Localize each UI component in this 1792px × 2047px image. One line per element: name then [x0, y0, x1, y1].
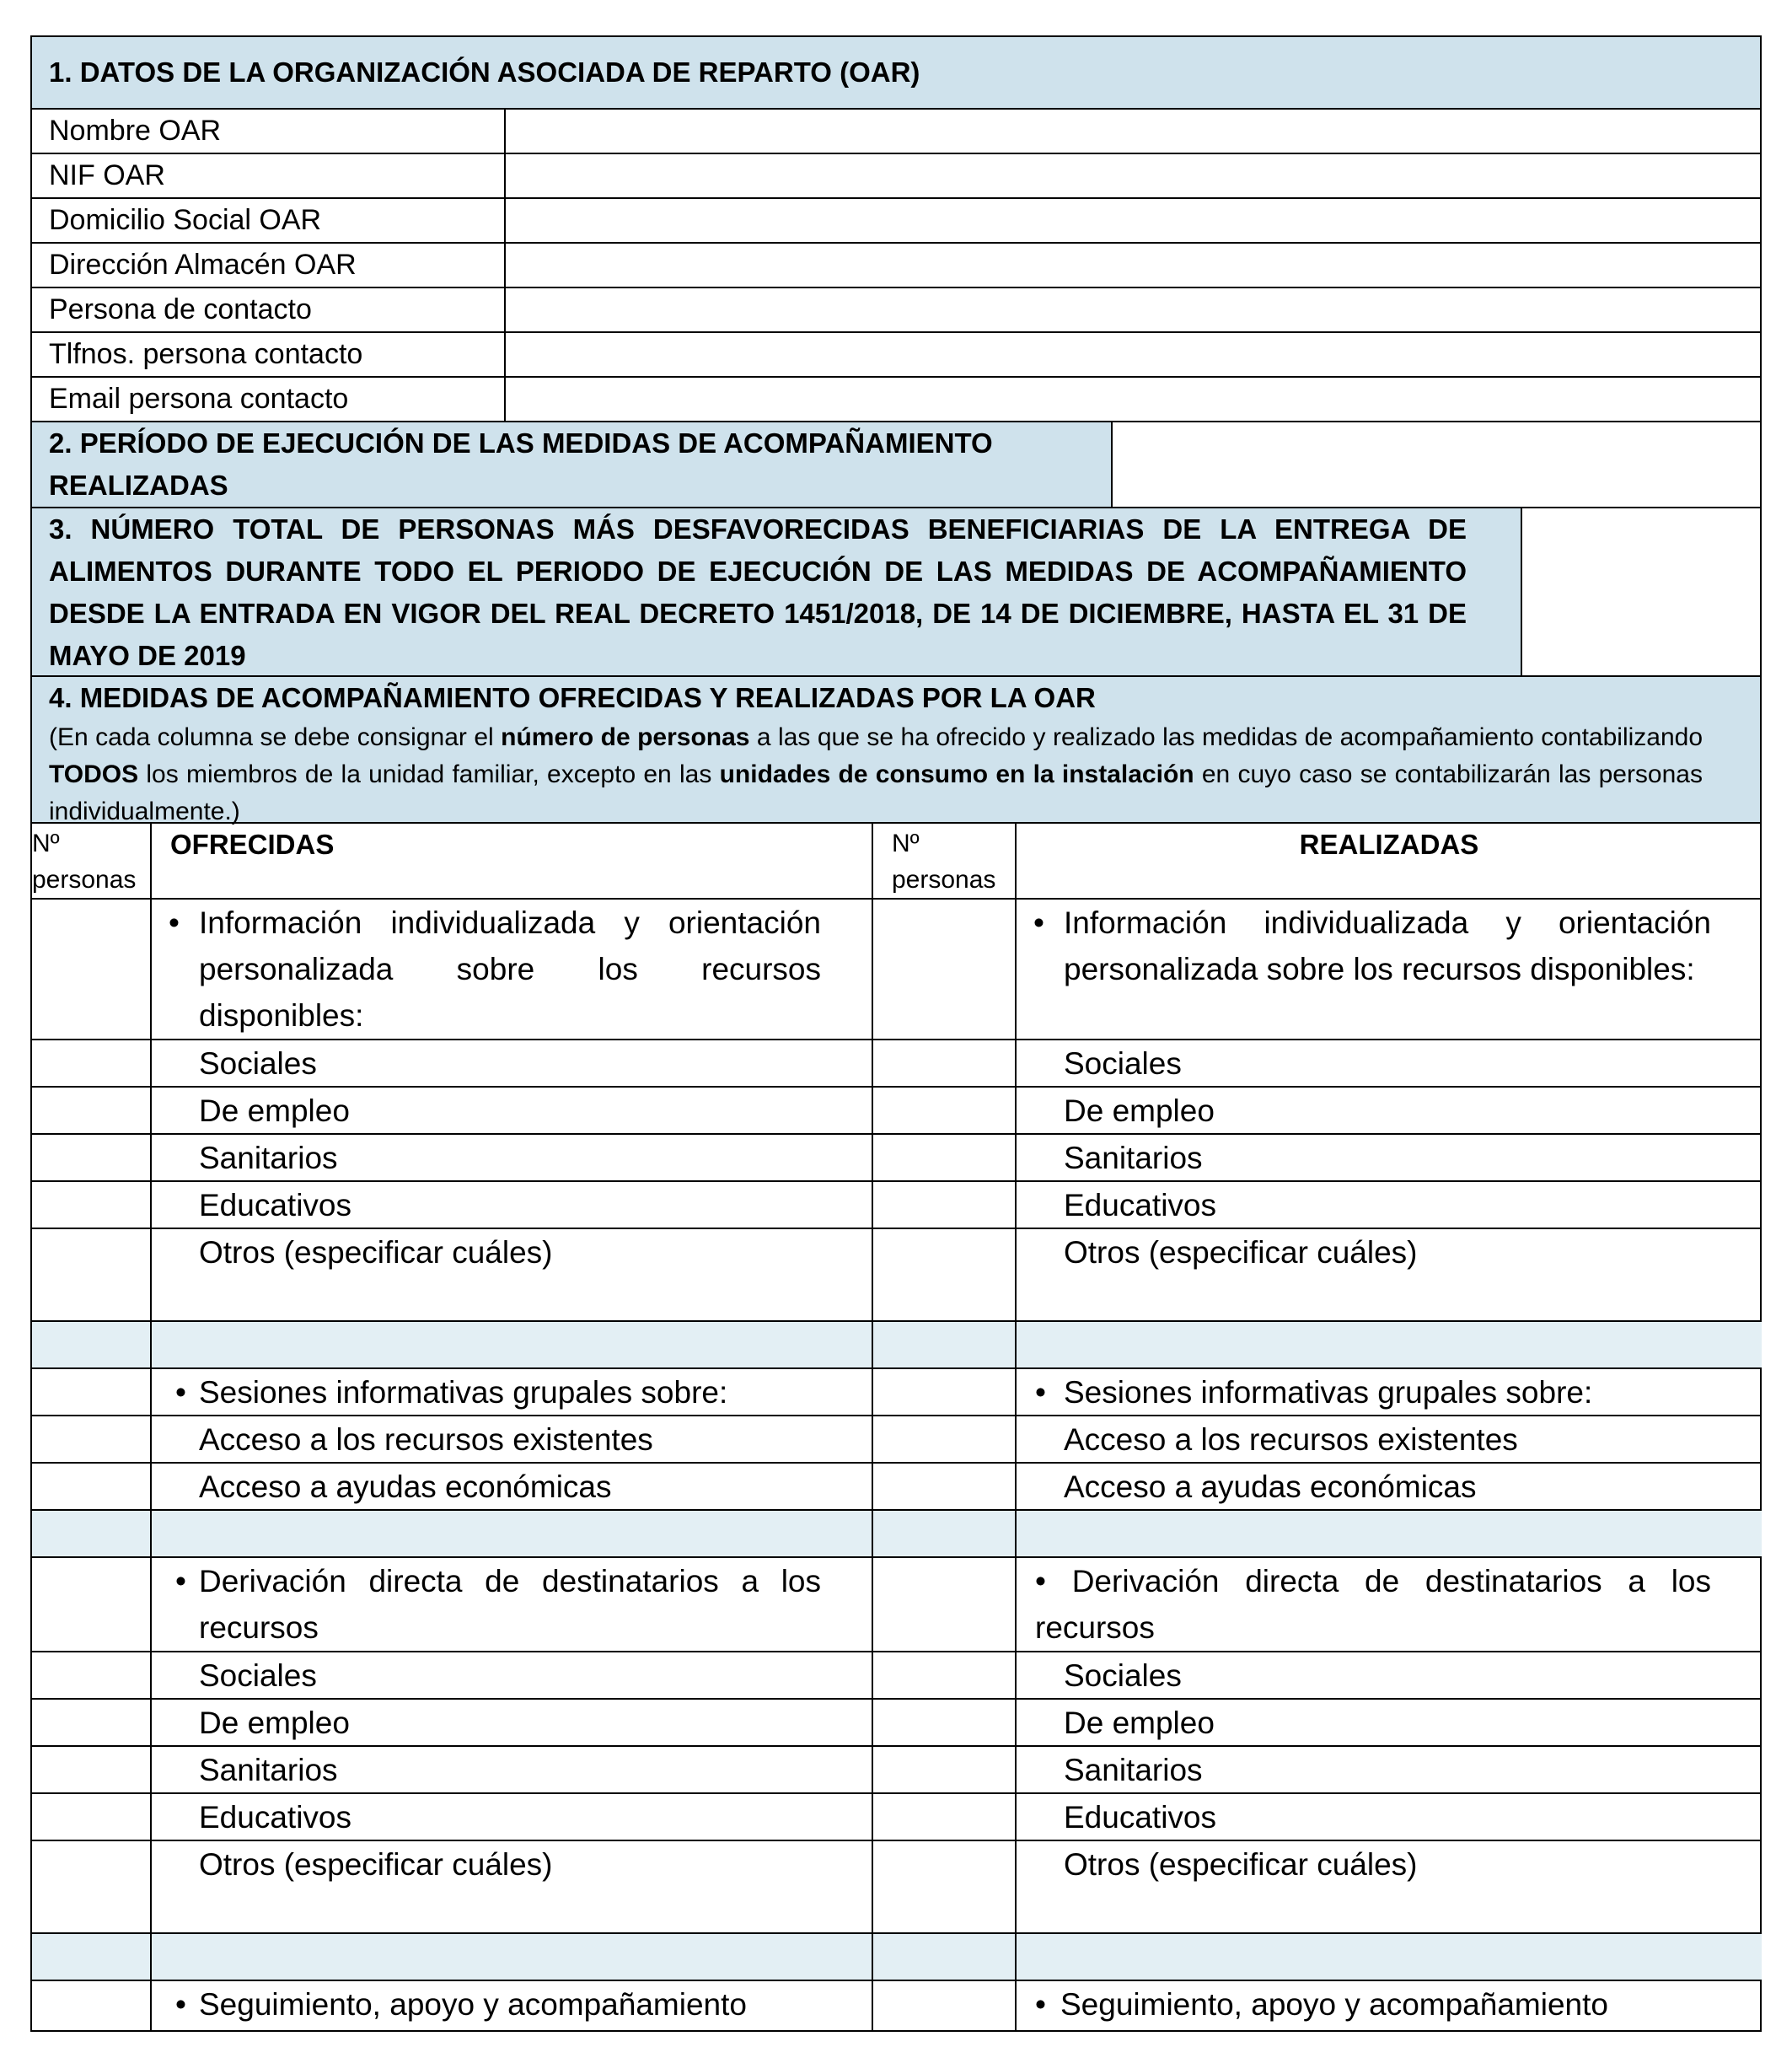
- num-input[interactable]: [873, 1088, 1017, 1135]
- list-item: Sociales: [152, 1652, 873, 1700]
- num-input[interactable]: [32, 1981, 152, 2030]
- list-item: Acceso a ayudas económicas: [152, 1464, 873, 1511]
- note-text: en cuyo caso se contabilizarán las personas individualmente.): [49, 760, 1703, 825]
- list-item: [152, 900, 873, 1040]
- spacer-cell: [873, 1511, 1017, 1558]
- nombre-oar-field[interactable]: [506, 110, 1760, 153]
- list-item: Acceso a ayudas económicas: [1017, 1464, 1762, 1511]
- num-input[interactable]: [873, 1464, 1017, 1511]
- num-input[interactable]: [873, 1558, 1017, 1652]
- num-input[interactable]: [32, 1700, 152, 1747]
- section-4-note: [49, 719, 1743, 830]
- spacer-cell: [152, 1511, 873, 1558]
- num-input[interactable]: [873, 1369, 1017, 1416]
- ofrecidas-header: OFRECIDAS: [152, 824, 873, 900]
- note-text: a las que se ha ofrecido y realizado las medidas de acompañamiento contabilizando: [749, 723, 1703, 751]
- field-label: Domicilio Social OAR: [32, 199, 506, 242]
- spacer-cell: [32, 1322, 152, 1369]
- num-input[interactable]: [32, 1558, 152, 1652]
- note-text: los miembros de la unidad familiar, excepto en las: [138, 760, 720, 788]
- list-item: Acceso a los recursos existentes: [152, 1416, 873, 1464]
- telefonos-field[interactable]: [506, 333, 1760, 376]
- section-1-header: [32, 37, 1760, 110]
- list-item: Acceso a los recursos existentes: [1017, 1416, 1762, 1464]
- spacer-cell: [1017, 1934, 1762, 1981]
- list-item: Otros (especificar cuáles): [1017, 1229, 1762, 1322]
- num-input[interactable]: [873, 1794, 1017, 1841]
- group-title: Derivación directa de destinatarios a los recursos: [1035, 1564, 1711, 1645]
- num-input[interactable]: [873, 1841, 1017, 1934]
- note-bold: unidades de consumo en la instalación: [719, 760, 1194, 788]
- domicilio-social-field[interactable]: [506, 199, 1760, 242]
- num-input[interactable]: [32, 1040, 152, 1088]
- spacer-cell: [152, 1934, 873, 1981]
- spacer-cell: [152, 1322, 873, 1369]
- note-bold: TODOS: [49, 760, 139, 788]
- list-item: [1017, 1981, 1762, 2030]
- list-item: [1017, 1558, 1762, 1652]
- field-row-domicilio: [32, 199, 1760, 244]
- num-input[interactable]: [873, 1135, 1017, 1182]
- bullet: •: [1033, 905, 1044, 940]
- num-personas-header-left: Nº personas: [32, 824, 152, 900]
- num-input[interactable]: [32, 1135, 152, 1182]
- direccion-almacen-field[interactable]: [506, 244, 1760, 287]
- section-2: [32, 422, 1760, 508]
- list-item: Educativos: [152, 1794, 873, 1841]
- field-row-almacen: [32, 244, 1760, 288]
- list-item: Educativos: [152, 1182, 873, 1229]
- num-input[interactable]: [873, 1229, 1017, 1322]
- bullet: •: [175, 1375, 186, 1410]
- section-4-title: 4. MEDIDAS DE ACOMPAÑAMIENTO OFRECIDAS Y REALIZADAS POR LA OAR: [49, 682, 1096, 713]
- realizadas-header: REALIZADAS: [1017, 824, 1762, 900]
- note-text: (En cada columna se debe consignar el: [49, 723, 502, 751]
- section-4-header: [32, 677, 1760, 824]
- num-input[interactable]: [873, 1747, 1017, 1794]
- section-3-title: 3. NÚMERO TOTAL DE PERSONAS MÁS DESFAVORECIDAS BENEFICIARIAS DE LA ENTREGA DE ALIMENTOS DURANTE TODO EL PERIODO DE EJECUCIÓN DE LAS MEDIDAS DE ACOMPAÑAMIENTO DESDE LA ENTRADA EN VIGOR DEL REAL DECRETO 1451/2018, DE 14 DE DICIEMBRE, HASTA EL 31 DE MAYO DE 2019: [32, 508, 1522, 675]
- spacer-cell: [1017, 1511, 1762, 1558]
- num-input[interactable]: [873, 1416, 1017, 1464]
- spacer-cell: [873, 1322, 1017, 1369]
- bullet: •: [1035, 1564, 1046, 1598]
- num-input[interactable]: [32, 1841, 152, 1934]
- field-row-contacto: [32, 288, 1760, 333]
- num-input[interactable]: [32, 1229, 152, 1322]
- num-personas-header-right: Nº personas: [873, 824, 1017, 900]
- list-item: Otros (especificar cuáles): [152, 1841, 873, 1934]
- group-title: Seguimiento, apoyo y acompañamiento: [1060, 1987, 1608, 2022]
- field-label: Nombre OAR: [32, 110, 506, 153]
- note-bold: número de personas: [501, 723, 750, 751]
- group-title: Seguimiento, apoyo y acompañamiento: [199, 1987, 747, 2022]
- group-title: Sesiones informativas grupales sobre:: [199, 1375, 728, 1410]
- list-item: Sanitarios: [1017, 1135, 1762, 1182]
- list-item: [1017, 900, 1762, 1040]
- num-input[interactable]: [32, 1652, 152, 1700]
- num-input[interactable]: [873, 1652, 1017, 1700]
- spacer-cell: [32, 1511, 152, 1558]
- periodo-ejecucion-field[interactable]: [1113, 422, 1760, 507]
- list-item: Otros (especificar cuáles): [1017, 1841, 1762, 1934]
- num-input[interactable]: [32, 1088, 152, 1135]
- list-item: Otros (especificar cuáles): [152, 1229, 873, 1322]
- num-input[interactable]: [32, 1416, 152, 1464]
- group-title: Sesiones informativas grupales sobre:: [1064, 1375, 1593, 1410]
- list-item: De empleo: [152, 1700, 873, 1747]
- spacer-cell: [32, 1934, 152, 1981]
- field-label: Tlfnos. persona contacto: [32, 333, 506, 376]
- field-row-email: [32, 378, 1760, 422]
- email-field[interactable]: [506, 378, 1760, 421]
- numero-total-personas-field[interactable]: [1522, 508, 1760, 675]
- field-label: NIF OAR: [32, 154, 506, 197]
- num-input[interactable]: [873, 1981, 1017, 2030]
- oar-form: [30, 35, 1762, 2032]
- bullet: •: [1035, 1987, 1046, 2022]
- num-input[interactable]: [32, 1369, 152, 1416]
- list-item: De empleo: [1017, 1700, 1762, 1747]
- num-input[interactable]: [873, 1700, 1017, 1747]
- bullet: •: [169, 905, 180, 940]
- field-label: Email persona contacto: [32, 378, 506, 421]
- field-row-nif: [32, 154, 1760, 199]
- bullet: •: [175, 1987, 186, 2022]
- num-input[interactable]: [32, 1464, 152, 1511]
- list-item: Educativos: [1017, 1794, 1762, 1841]
- field-row-nombre: [32, 110, 1760, 154]
- list-item: Sociales: [152, 1040, 873, 1088]
- field-row-telefonos: [32, 333, 1760, 378]
- list-item: [152, 1981, 873, 2030]
- num-input[interactable]: [873, 900, 1017, 1040]
- num-input[interactable]: [32, 900, 152, 1040]
- spacer-cell: [1017, 1322, 1762, 1369]
- field-label: Dirección Almacén OAR: [32, 244, 506, 287]
- list-item: Sociales: [1017, 1652, 1762, 1700]
- list-item: [1017, 1369, 1762, 1416]
- list-item: Sociales: [1017, 1040, 1762, 1088]
- num-input[interactable]: [32, 1794, 152, 1841]
- measures-table: [32, 824, 1760, 2030]
- bullet: •: [175, 1564, 186, 1598]
- group-title: Información individualizada y orientación personalizada sobre los recursos disponibles:: [1064, 905, 1711, 986]
- nif-oar-field[interactable]: [506, 154, 1760, 197]
- bullet: •: [1035, 1375, 1046, 1410]
- group-title: Información individualizada y orientación personalizada sobre los recursos disponibles:: [199, 905, 821, 1033]
- num-input[interactable]: [873, 1040, 1017, 1088]
- list-item: Educativos: [1017, 1182, 1762, 1229]
- list-item: Sanitarios: [1017, 1747, 1762, 1794]
- num-input[interactable]: [873, 1182, 1017, 1229]
- list-item: Sanitarios: [152, 1135, 873, 1182]
- num-input[interactable]: [32, 1747, 152, 1794]
- list-item: [152, 1558, 873, 1652]
- num-input[interactable]: [32, 1182, 152, 1229]
- list-item: De empleo: [1017, 1088, 1762, 1135]
- section-1-title: 1. DATOS DE LA ORGANIZACIÓN ASOCIADA DE REPARTO (OAR): [49, 56, 920, 88]
- group-title: Derivación directa de destinatarios a los recursos: [199, 1564, 821, 1645]
- list-item: De empleo: [152, 1088, 873, 1135]
- list-item: Sanitarios: [152, 1747, 873, 1794]
- field-label: Persona de contacto: [32, 288, 506, 331]
- spacer-cell: [873, 1934, 1017, 1981]
- list-item: [152, 1369, 873, 1416]
- section-2-title: 2. PERÍODO DE EJECUCIÓN DE LAS MEDIDAS DE ACOMPAÑAMIENTO REALIZADAS: [32, 422, 1113, 507]
- persona-contacto-field[interactable]: [506, 288, 1760, 331]
- section-3: [32, 508, 1760, 677]
